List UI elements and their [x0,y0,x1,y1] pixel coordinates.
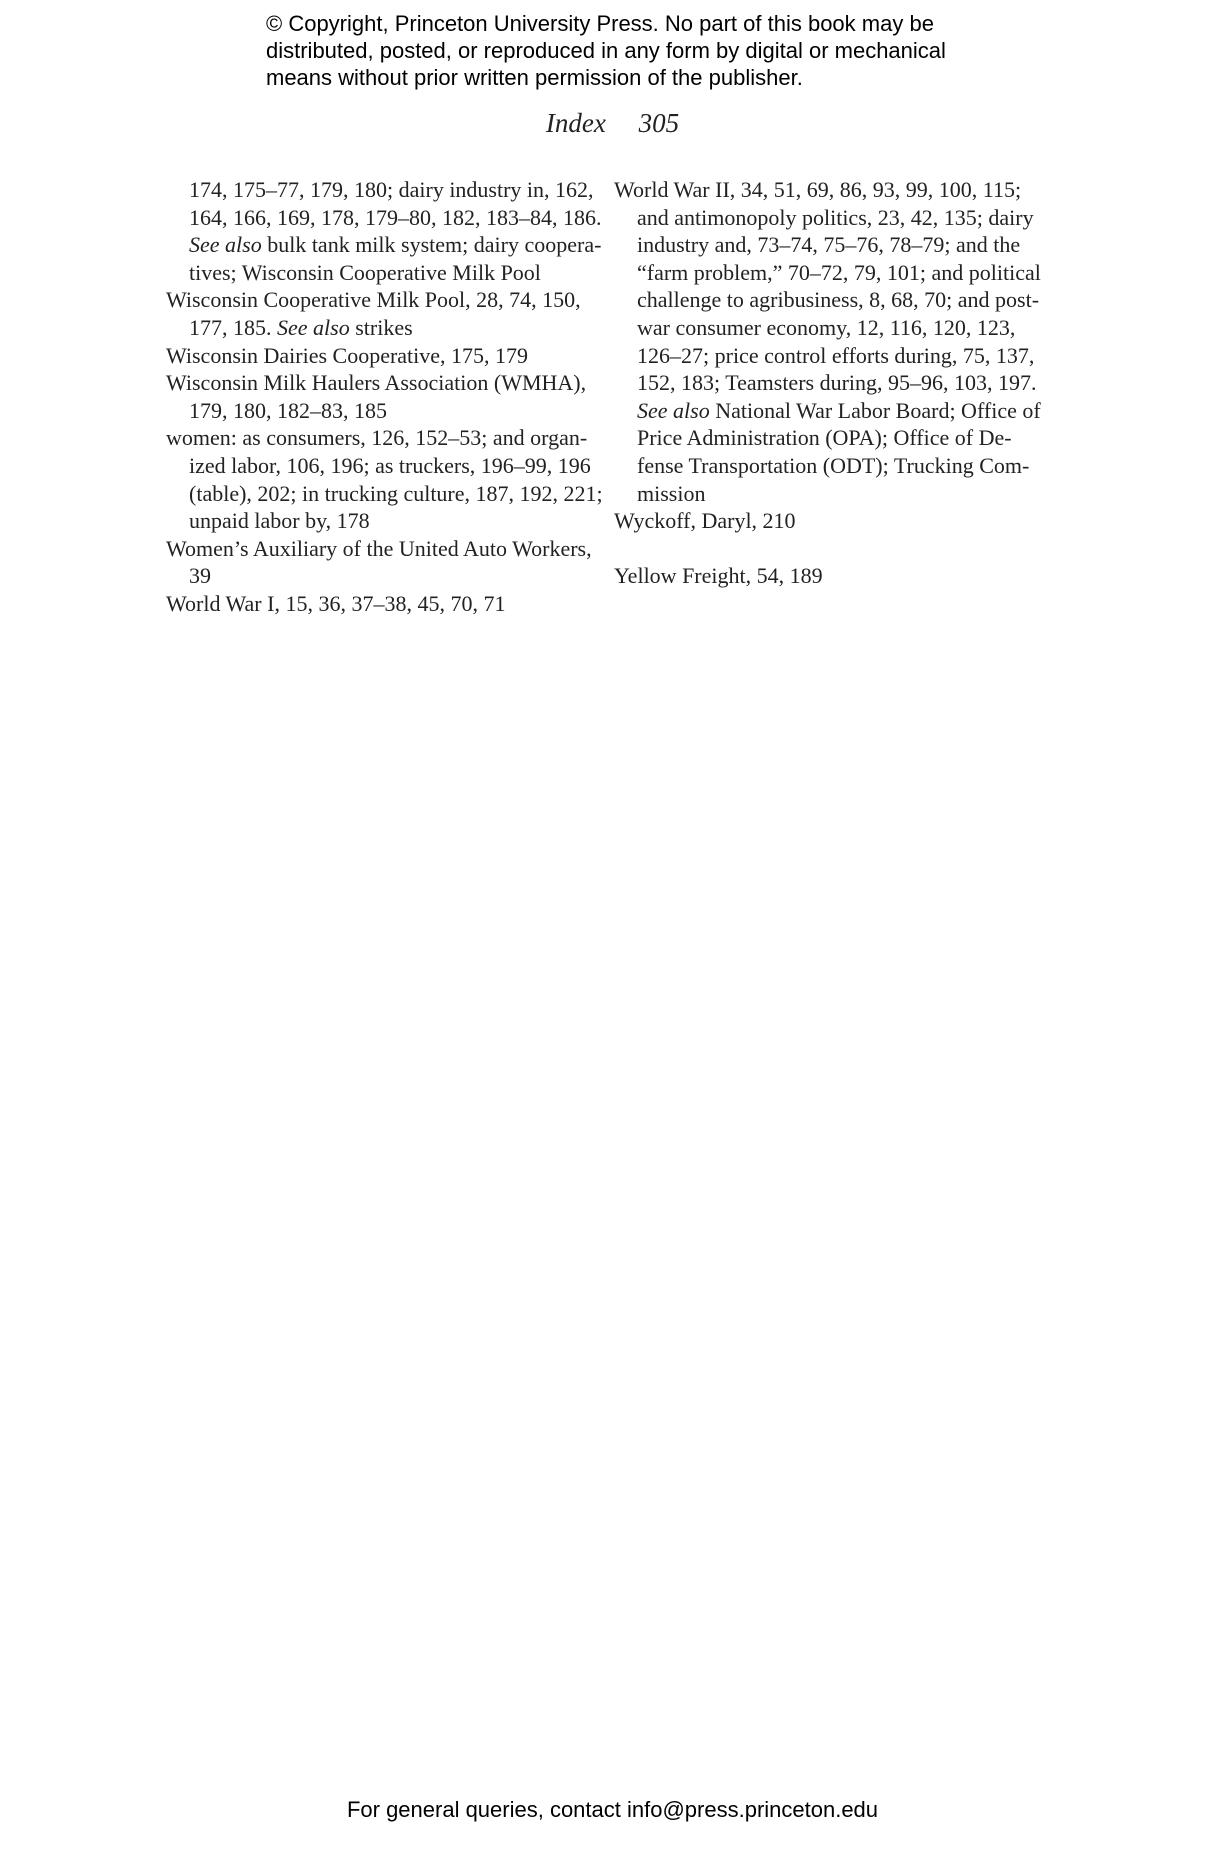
index-line: 174, 175–77, 179, 180; dairy industry in, 162, [189,177,594,202]
see-also-label: See also [189,232,262,258]
index-line: “farm problem,” 70–72, 79, 101; and political [637,259,1041,285]
index-line: 164, 166, 169, 178, 179–80, 182, 183–84, 186. [189,204,602,230]
index-line: World War II, 34, 51, 69, 86, 93, 99, 100, 115; [614,177,1022,202]
index-entry [166,342,586,370]
see-also-label: See also [637,397,710,423]
index-line: World War I, 15, 36, 37–38, 45, 70, 71 [166,590,506,616]
index-line [166,314,586,342]
index-line: tives; Wisconsin Cooperative Milk Pool [189,259,541,285]
footer-contact: For general queries, contact info@press.princeton.edu [346,1797,879,1822]
index-line-text: bulk tank milk system; dairy coopera- [267,232,602,258]
index-entry [614,507,1034,535]
index-line: unpaid labor by, 178 [189,508,370,534]
index-entry [614,176,1041,507]
index-line: Wisconsin Cooperative Milk Pool, 28, 74, 150, [166,287,581,313]
index-line: 179, 180, 182–83, 185 [189,397,387,423]
index-column-left [166,176,603,618]
index-line: Yellow Freight, 54, 189 [614,563,823,589]
index-line: Women’s Auxiliary of the United Auto Workers, [166,535,592,561]
index-line: ized labor, 106, 196; as truckers, 196–99, 196 [189,452,591,478]
copyright-line: means without prior written permission of the publisher. [266,65,803,90]
index-line-text: strikes [355,314,413,340]
index-line: women: as consumers, 126, 152–53; and organ- [166,425,588,451]
index-line: industry and, 73–74, 75–76, 78–79; and the [637,232,1021,258]
index-line [166,231,602,259]
index-line-text: National War Labor Board; Office of [715,397,1041,423]
index-line: 39 [189,563,211,589]
index-entry [614,562,1034,590]
index-entry [166,369,586,424]
index-line-text: 177, 185. [189,314,272,340]
index-line: challenge to agribusiness, 8, 68, 70; and post- [637,287,1040,313]
index-entry [166,286,586,341]
index-entry-continued [166,176,602,286]
index-line: Wisconsin Milk Haulers Association (WMHA), [166,370,587,396]
index-line: Price Administration (OPA); Office of De- [637,425,1012,451]
index-column-right [614,176,1041,590]
index-line: 126–27; price control efforts during, 75, 137, [637,342,1035,368]
index-line: Wyckoff, Daryl, 210 [614,508,796,534]
index-line: mission [637,480,706,506]
index-entry [166,424,603,534]
index-line: Wisconsin Dairies Cooperative, 175, 179 [166,342,529,368]
see-also-label: See also [277,314,350,340]
page-number: 305 [638,108,680,138]
running-head [0,106,1225,140]
index-entry [166,535,592,590]
index-entry [166,590,586,618]
index-line: fense Transportation (ODT); Trucking Com- [637,452,1030,478]
index-line: 152, 183; Teamsters during, 95–96, 103, 197. [637,370,1037,396]
running-head-title: Index [545,108,606,138]
copyright-notice [266,10,1026,91]
index-line [614,397,1041,425]
copyright-line: © Copyright, Princeton University Press. No part of this book may be [266,11,934,36]
letter-group-gap [614,535,1034,563]
copyright-line: distributed, posted, or reproduced in any form by digital or mechanical [266,38,946,63]
index-line: war consumer economy, 12, 116, 120, 123, [637,314,1016,340]
index-line: (table), 202; in trucking culture, 187, 192, 221; [189,480,603,506]
index-line: and antimonopoly politics, 23, 42, 135; dairy [637,204,1034,230]
